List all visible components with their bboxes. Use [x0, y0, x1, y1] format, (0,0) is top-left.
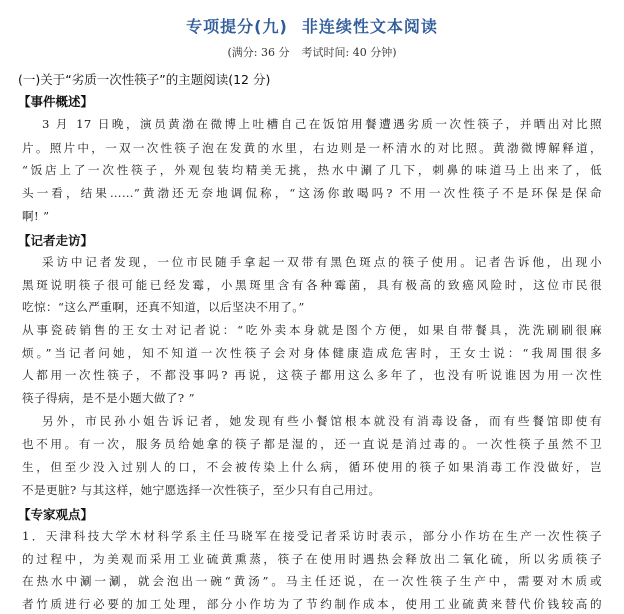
reporter-line: 人都用一次性筷子，不都没事吗? 再说，这筷子都用这么多年了，也没有听说谁因为用一次性 [22, 368, 602, 382]
exam-score: (满分: 36 分 [227, 46, 290, 59]
title-left: 专项提分(九) [186, 17, 288, 36]
expert-line: 者竹质进行必要的加工处理，部分小作坊为了节约制作成本，使用工业硫黄来替代价钱较高的 [22, 597, 602, 611]
event-line: 3 月 17 日晚，演员黄渤在微博上吐槽自己在饭馆用餐遭遇劣质一次性筷子，并晒出对比照 [42, 117, 602, 131]
exam-meta [0, 44, 624, 60]
event-line: 片。照片中，一双一次性筷子泡在发黄的水里，右边则是一杯清水的对比照。黄渤微博解释道， [22, 141, 602, 155]
reporter-line: 筷子得病，是不是小题大做了? ” [22, 391, 195, 405]
reporter-line: 不是更脏? 与其这样，她宁愿选择一次性筷子，至少只有自己用过。 [22, 483, 381, 497]
reporter-line: 生，但至少没入过别人的口，不会被传染上什么病，循环使用的筷子如果消毒工作没做好，岂 [22, 460, 602, 474]
reporter-line: 从事瓷砖销售的王女士对记者说：“吃外卖本身就是图个方便，如果自带餐具，洗洗刷刷很麻 [22, 323, 602, 337]
reporter-line: 吃惊：“这么严重啊，还真不知道，以后坚决不用了。” [22, 300, 305, 314]
reporter-line: 烦。”当记者问她，知不知道一次性筷子会对身体健康造成危害时，王女士说：“我周围很多 [22, 346, 602, 360]
event-line: 头一看，结果……”黄渤还无奈地调侃称，“这汤你敢喝吗? 不用一次性筷子不是环保是保命 [22, 186, 602, 200]
expert-line: 在热水中涮一涮，就会泡出一碗“黄汤”。马主任还说，在一次性筷子生产中，需要对木质或 [22, 574, 602, 588]
reporter-line: 另外，市民孙小姐告诉记者，她发现有些小餐馆根本就没有消毒设备，而有些餐馆即使有 [42, 414, 602, 428]
reporter-line: 也不用。有一次，服务员给她拿的筷子都是湿的，还一直说是消过毒的。一次性筷子虽然不卫 [22, 437, 602, 451]
reporter-line: 采访中记者发现，一位市民随手拿起一双带有黑色斑点的筷子使用。记者告诉他，出现小 [42, 255, 602, 269]
reporter-line: 黑斑说明筷子很可能已经发霉，小黑斑里含有各种霉菌，具有极高的致癌风险时，这位市民很 [22, 278, 602, 292]
section-heading: (一)关于“劣质一次性筷子”的主题阅读(12 分) [18, 72, 271, 87]
expert-line: 1．天津科技大学木材科学系主任马晓军在接受记者采访时表示，部分小作坊在生产一次性筷子 [22, 529, 602, 543]
expert-heading: 【专家观点】 [18, 507, 94, 522]
reporter-heading: 【记者走访】 [18, 233, 94, 248]
expert-line: 的过程中，为美观而采用工业硫黄熏蒸，筷子在使用时遇热会释放出二氧化硫，所以劣质筷子 [22, 552, 602, 566]
event-line: 啊! ” [22, 209, 50, 223]
page-title [0, 14, 624, 37]
title-right: 非连续性文本阅读 [301, 17, 438, 36]
event-heading: 【事件概述】 [18, 94, 94, 109]
exam-time: 考试时间: 40 分钟) [301, 46, 397, 59]
event-line: “饭店上了一次性筷子，外观包装均精美无挑，热水中涮了几下，刺鼻的味道马上出来了，低 [22, 163, 602, 177]
